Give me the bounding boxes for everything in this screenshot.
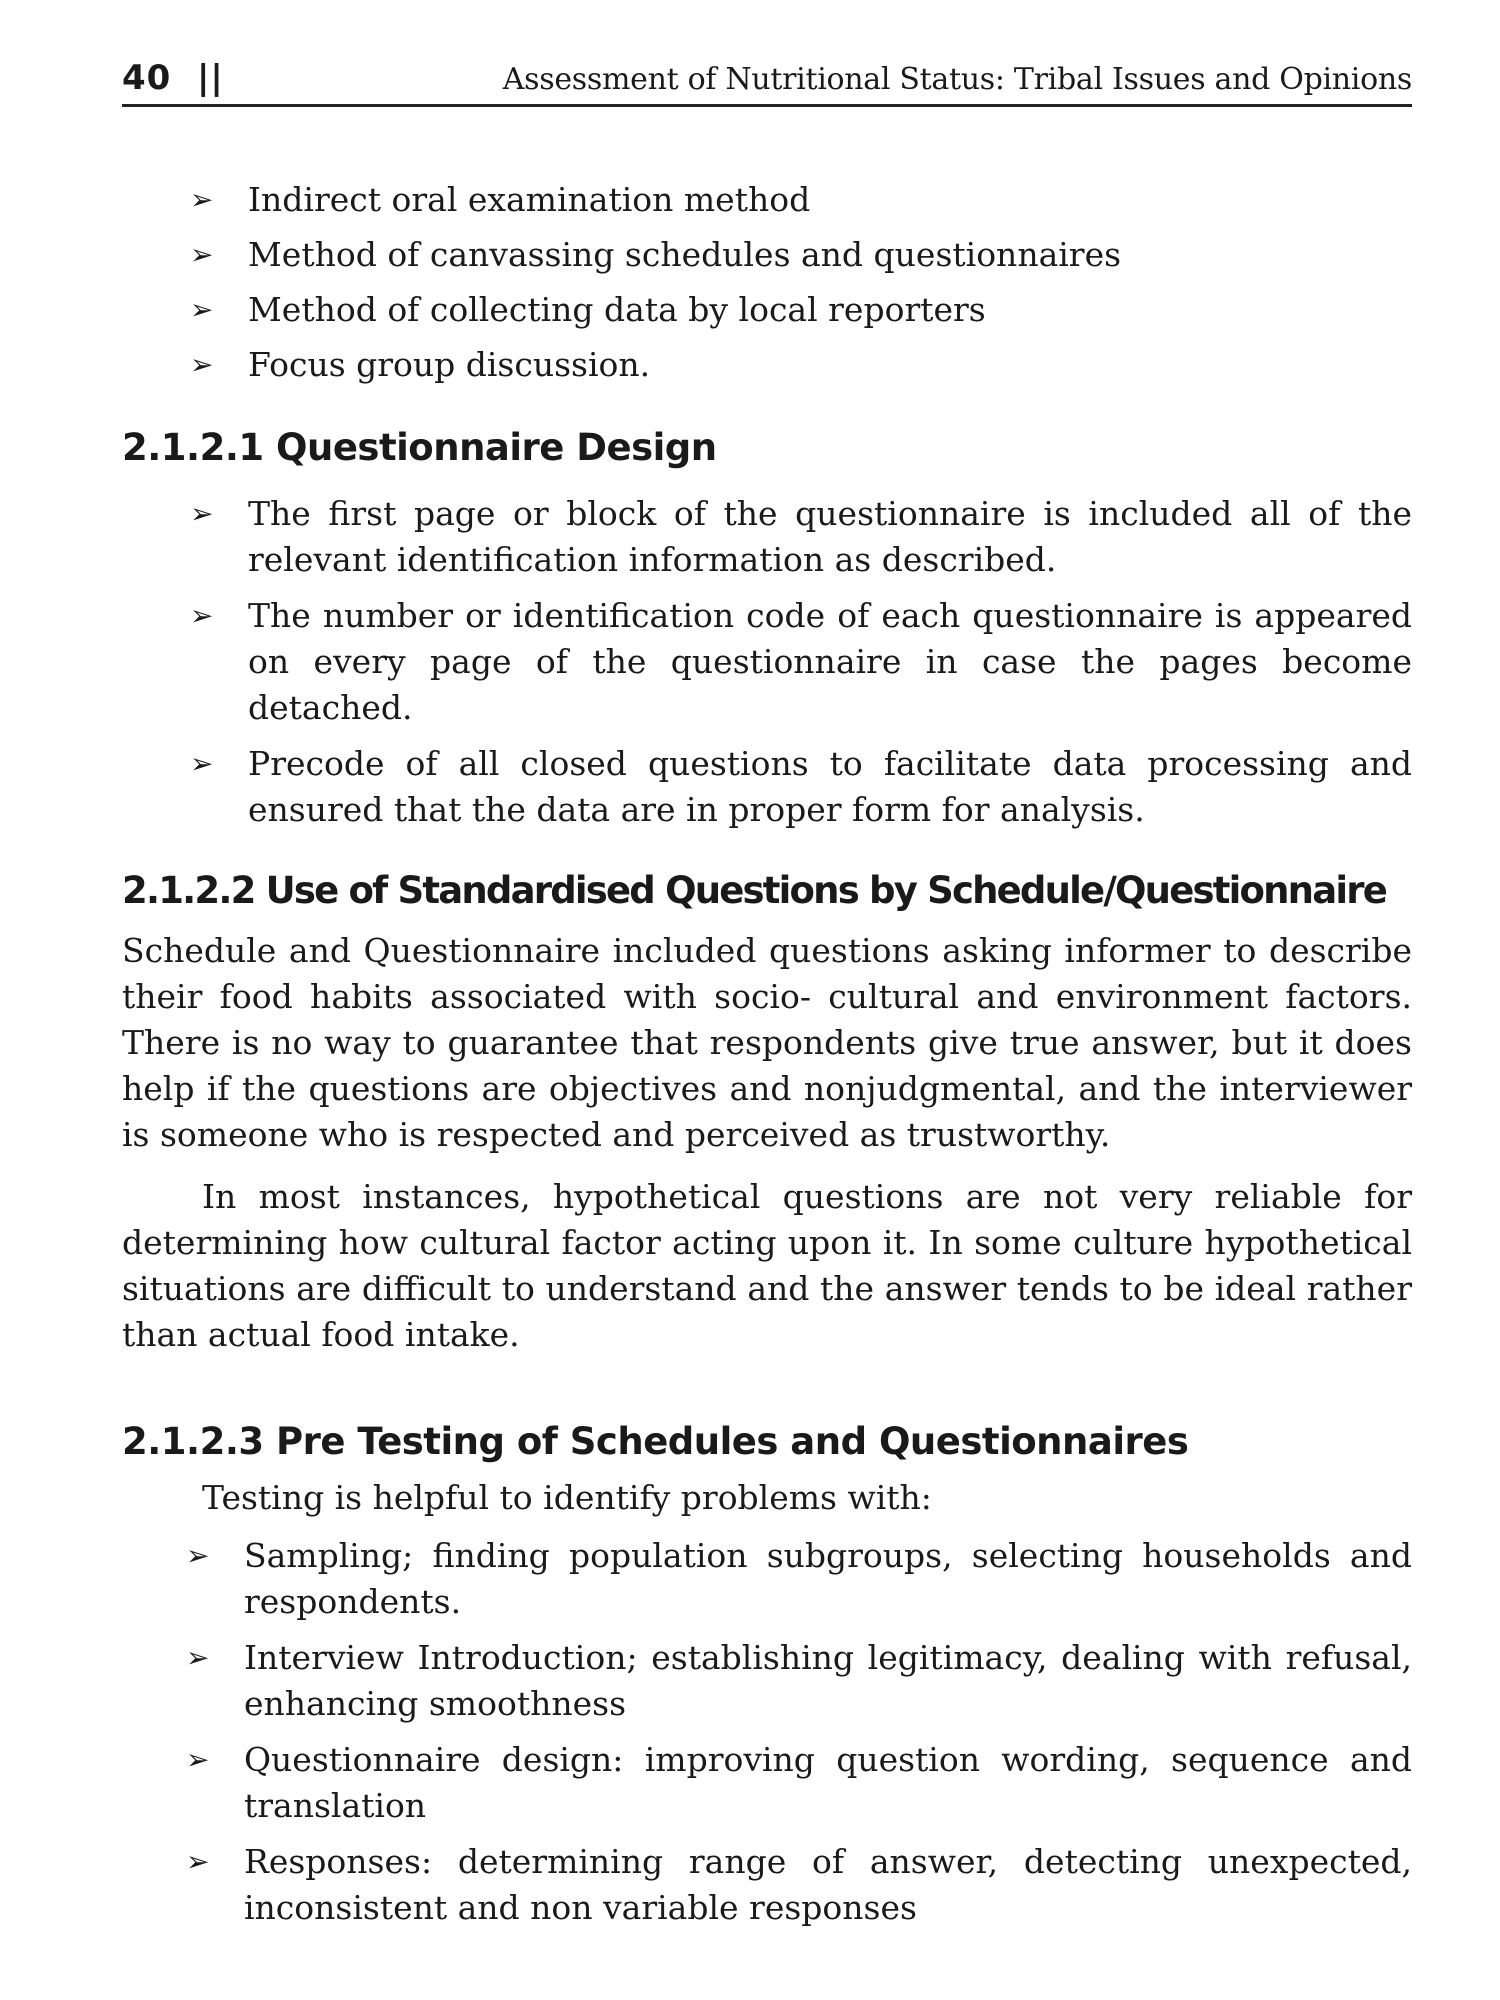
- lead-sentence: Testing is helpful to identify problems with:: [202, 1478, 932, 1517]
- running-header: [122, 58, 1412, 107]
- list-item: ➢ Precode of all closed questions to facilitate data processing and ensured that the data are in proper form for analysis.: [248, 741, 1412, 833]
- list-item: ➢ Responses: determining range of answer, detecting unexpected, inconsistent and non variable responses: [244, 1839, 1412, 1931]
- page-number: 40 ||: [122, 58, 224, 98]
- arrow-bullet-icon: ➢: [186, 1743, 210, 1776]
- questionnaire-design-list: [122, 491, 1412, 833]
- arrow-bullet-icon: ➢: [186, 1539, 210, 1572]
- arrow-bullet-icon: ➢: [190, 238, 214, 271]
- header-separator: ||: [197, 58, 224, 98]
- arrow-bullet-icon: ➢: [190, 183, 214, 216]
- list-item: ➢ Indirect oral examination method: [248, 177, 1412, 223]
- body-paragraph: In most instances, hypothetical questions are not very reliable for determining how cultural factor acting upon it. In some culture hypothetical situations are difficult to understand and the answer tends to be ideal rather than actual food intake.: [122, 1177, 1412, 1354]
- arrow-bullet-icon: ➢: [190, 747, 214, 780]
- list-item: ➢ The first page or block of the questionnaire is included all of the relevant identification information as described.: [248, 491, 1412, 583]
- list-item: ➢ Method of canvassing schedules and questionnaires: [248, 232, 1412, 278]
- intro-method-list: [122, 177, 1412, 388]
- arrow-bullet-icon: ➢: [190, 293, 214, 326]
- section-heading-pre-testing: 2.1.2.3 Pre Testing of Schedules and Questionnaires: [122, 1420, 1189, 1463]
- list-item: ➢ Method of collecting data by local reporters: [248, 287, 1412, 333]
- book-page: [122, 58, 1412, 1941]
- pre-testing-problem-list: [122, 1533, 1412, 1931]
- arrow-bullet-icon: ➢: [190, 497, 214, 530]
- arrow-bullet-icon: ➢: [190, 599, 214, 632]
- arrow-bullet-icon: ➢: [186, 1641, 210, 1674]
- section-heading-standardised-questions: 2.1.2.2 Use of Standardised Questions by Schedule/Questionnaire: [122, 869, 1387, 912]
- list-item: ➢ Questionnaire design: improving question wording, sequence and translation: [244, 1737, 1412, 1829]
- book-title: Assessment of Nutritional Status: Tribal Issues and Opinions: [502, 62, 1412, 97]
- arrow-bullet-icon: ➢: [186, 1845, 210, 1878]
- body-paragraph: Schedule and Questionnaire included questions asking informer to describe their food habits associated with socio- cultural and environment factors. There is no way to guarantee that respondents give true answer, but it does help if the questions are objectives and nonjudgmental, and the interviewer is someone who is respected and perceived as trustworthy.: [122, 931, 1412, 1154]
- arrow-bullet-icon: ➢: [190, 348, 214, 381]
- list-item: ➢ The number or identification code of each questionnaire is appeared on every page of the questionnaire in case the pages become detached.: [248, 593, 1412, 731]
- list-item: ➢ Interview Introduction; establishing legitimacy, dealing with refusal, enhancing smoothness: [244, 1635, 1412, 1727]
- section-heading-questionnaire-design: 2.1.2.1 Questionnaire Design: [122, 426, 717, 469]
- list-item: ➢ Focus group discussion.: [248, 342, 1412, 388]
- list-item: ➢ Sampling; finding population subgroups, selecting households and respondents.: [244, 1533, 1412, 1625]
